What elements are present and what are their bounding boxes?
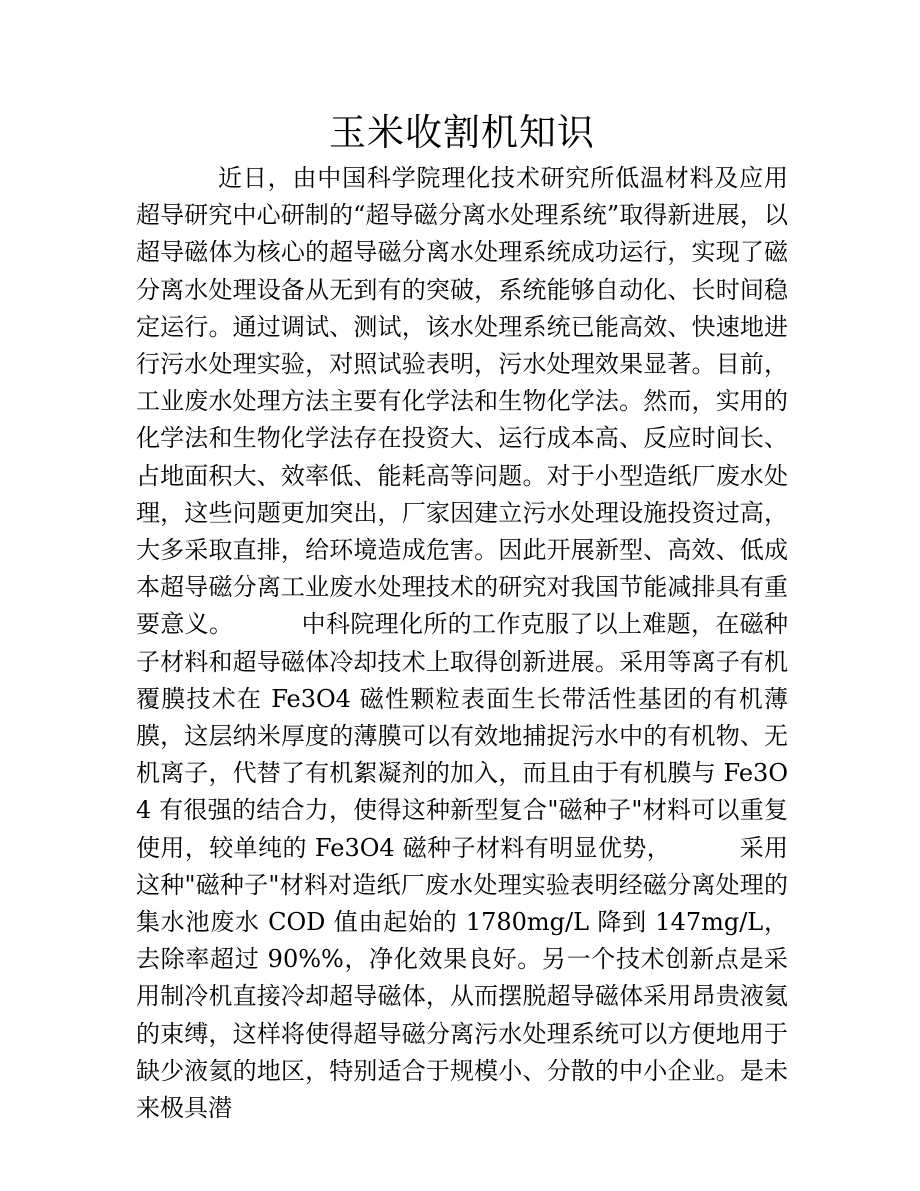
paragraph-segment-2: 中科院理化所的工作克服了以上难题，在磁种子材料和超导磁体冷却技术上取得创新进展。采用等离子有机覆膜技术在 Fe3O4 磁性颗粒表面生长带活性基团的有机薄膜，这层纳米厚度的薄膜可以有效地捕捉污水中的有机物、无机离子，代替了有机絮凝剂的加入，而且由于有机膜与 Fe3O4 有很强的结合力，使得这种新型复合"磁种子"材料可以重复使用，较单纯的 Fe3O4 磁种子材料有明显优势， xyxy=(136,610,789,862)
document-page xyxy=(136,108,788,1127)
document-title: 玉米收割机知识 xyxy=(329,111,595,154)
document-body xyxy=(136,160,788,1127)
paragraph-segment-3: 采用这种"磁种子"材料对造纸厂废水处理实验表明经磁分离处理的集水池废水 COD 值由起始的 1780mg/L 降到 147mg/L，去除率超过 90%%，净化效果良好。另一个技术创新点是采用制冷机直接冷却超导磁体，从而摆脱超导磁体采用昂贵液氦的束缚，这样将使得超导磁分离污水处理系统可以方便地用于缺少液氦的地区，特别适合于规模小、分散的中小企业。是未来极具潜 xyxy=(136,833,789,1123)
paragraph-segment-1: 近日，由中国科学院理化技术研究所低温材料及应用超导研究中心研制的“超导磁分离水处理系统”取得新进展，以超导磁体为核心的超导磁分离水处理系统成功运行，实现了磁分离水处理设备从无到有的突破，系统能够自动化、长时间稳定运行。通过调试、测试，该水处理系统已能高效、快速地进行污水处理实验，对照试验表明，污水处理效果显著。目前，工业废水处理方法主要有化学法和生物化学法。然而，实用的化学法和生物化学法存在投资大、运行成本高、反应时间长、占地面积大、效率低、能耗高等问题。对于小型造纸厂废水处理，这些问题更加突出，厂家因建立污水处理设施投资过高，大多采取直排，给环境造成危害。因此开展新型、高效、低成本超导磁分离工业废水处理技术的研究对我国节能减排具有重要意义。 xyxy=(136,164,788,639)
